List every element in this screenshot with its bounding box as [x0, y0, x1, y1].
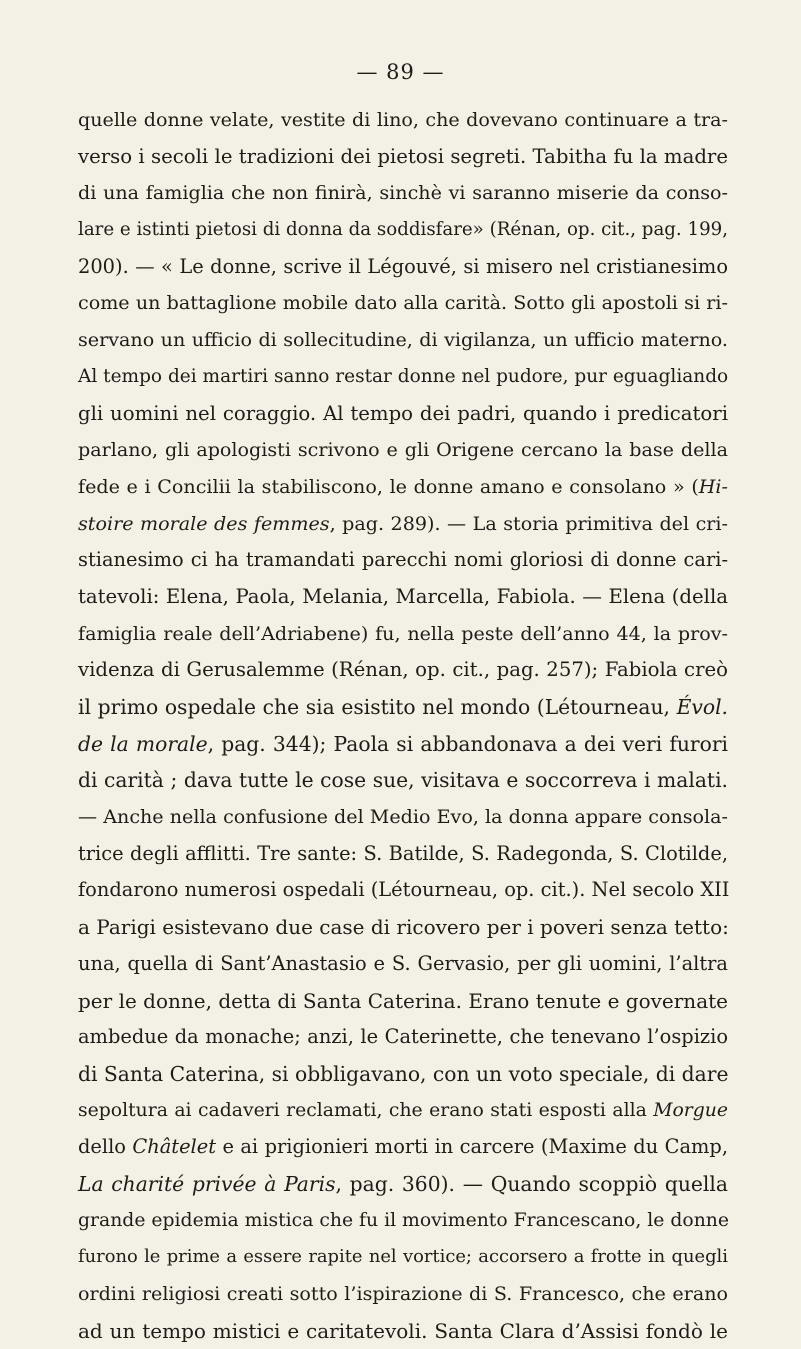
text-line	[78, 1276, 728, 1313]
text-line	[78, 689, 728, 726]
text-segment: fede e i Concilii la stabiliscono, le donne amano e consolano » (	[78, 474, 699, 498]
text-line	[78, 469, 728, 506]
text-line	[78, 322, 728, 359]
text-line	[78, 139, 728, 176]
text-segment: fondarono numerosi ospedali (Létourneau, op. cit.). Nel secolo XII	[78, 878, 730, 902]
text-line	[78, 432, 728, 469]
text-line	[78, 396, 728, 433]
text-line	[78, 616, 728, 653]
text-line	[78, 1313, 728, 1349]
text-line	[78, 983, 728, 1020]
italic-text: Morgue	[653, 1099, 728, 1121]
text-segment: quelle donne velate, vestite di lino, che dovevano continuare a tra-	[78, 108, 728, 131]
text-segment: Al tempo dei martiri sanno restar donne nel pudore, pur eguagliando	[78, 365, 729, 387]
text-segment: , pag. 360). — Quando scoppiò quella	[335, 1171, 728, 1196]
text-line	[78, 1129, 728, 1166]
text-segment: videnza di Gerusalemme (Rénan, op. cit., pag. 257); Fabiola creò	[78, 658, 728, 682]
text-segment: di carità ; dava tutte le cose sue, visitava e soccorreva i malati.	[78, 768, 728, 793]
text-line	[78, 285, 728, 322]
text-line	[78, 799, 728, 836]
text-line	[78, 175, 728, 212]
italic-text: Châtelet	[132, 1135, 217, 1159]
text-segment: 200). — « Le donne, scrive il Légouvé, si misero nel cristianesimo	[78, 254, 728, 278]
text-line	[78, 946, 728, 983]
text-segment: , pag. 289). — La storia primitiva del cri-	[329, 511, 728, 535]
text-line	[78, 652, 728, 689]
text-segment: verso i secoli le tradizioni dei pietosi segreti. Tabitha fu la madre	[78, 144, 728, 168]
italic-text: de la morale	[78, 731, 208, 756]
text-line	[78, 1056, 728, 1093]
text-segment: furono le prime a essere rapite nel vortice; accorsero a frotte in quegli	[78, 1246, 728, 1268]
text-line	[78, 1239, 728, 1276]
text-segment: stianesimo ci ha tramandati parecchi nomi gloriosi di donne cari-	[78, 548, 728, 572]
text-segment: lare e istinti pietosi di donna da soddisfare» (Rénan, op. cit., pag. 199,	[78, 219, 728, 241]
text-segment: sepoltura ai cadaveri reclamati, che erano stati esposti alla	[78, 1099, 654, 1121]
text-segment: come un battaglione mobile dato alla carità. Sotto gli apostoli si ri-	[78, 291, 728, 315]
text-segment: a Parigi esistevano due case di ricovero per i poveri senza tetto:	[78, 915, 729, 940]
text-segment: servano un ufficio di sollecitudine, di vigilanza, un ufficio materno.	[78, 328, 728, 352]
text-line	[78, 506, 728, 543]
text-segment: , pag. 344); Paola si abbandonava a dei veri furori	[207, 731, 728, 756]
text-segment: e ai prigionieri morti in carcere (Maxime du Camp,	[216, 1135, 728, 1159]
text-line	[78, 542, 728, 579]
italic-text: stoire morale des femmes	[78, 511, 330, 535]
text-line	[78, 212, 728, 249]
text-line	[78, 909, 728, 946]
text-segment: di una famiglia che non finirà, sinchè vi saranno miserie da conso-	[78, 181, 728, 205]
text-segment: ordini religiosi creati sotto l’ispirazione di S. Francesco, che erano	[78, 1282, 728, 1305]
text-segment: gli uomini nel coraggio. Al tempo dei padri, quando i predicatori	[78, 401, 728, 425]
body-text	[78, 102, 728, 1349]
text-line	[78, 579, 728, 616]
text-segment: trice degli afflitti. Tre sante: S. Batilde, S. Radegonda, S. Clotilde,	[78, 841, 728, 865]
text-line	[78, 1166, 728, 1203]
text-line	[78, 836, 728, 873]
italic-text: Évol.	[676, 695, 728, 719]
text-segment: ad un tempo mistici e caritatevoli. Santa Clara d’Assisi fondò le	[78, 1318, 728, 1343]
text-line	[78, 1019, 728, 1056]
text-segment: il primo ospedale che sia esistito nel mondo (Létourneau,	[78, 695, 677, 719]
text-segment: dello	[78, 1135, 133, 1159]
text-segment: ambedue da monache; anzi, le Caterinette, che tenevano l’ospizio	[78, 1025, 728, 1049]
text-segment: famiglia reale dell’Adriabene) fu, nella peste dell’anno 44, la prov-	[78, 621, 728, 645]
text-line	[78, 872, 728, 909]
text-line	[78, 249, 728, 286]
text-line	[78, 726, 728, 763]
text-segment: grande epidemia mistica che fu il movimento Francescano, le donne	[78, 1209, 729, 1231]
text-segment: tatevoli: Elena, Paola, Melania, Marcella, Fabiola. — Elena (della	[78, 584, 728, 608]
italic-text: Hi-	[698, 474, 728, 498]
text-segment: una, quella di Sant’Anastasio e S. Gervasio, per gli uomini, l’altra	[78, 951, 728, 975]
page-number: — 89 —	[356, 60, 445, 84]
text-line	[78, 1093, 728, 1130]
text-segment: di Santa Caterina, si obbligavano, con un voto speciale, di dare	[78, 1061, 729, 1086]
text-line	[78, 359, 728, 396]
text-line	[78, 1203, 728, 1240]
text-line	[78, 762, 728, 799]
text-segment: per le donne, detta di Santa Caterina. Erano tenute e governate	[78, 988, 728, 1013]
text-segment: parlano, gli apologisti scrivono e gli Origene cercano la base della	[78, 438, 728, 462]
italic-text: La charité privée à Paris	[78, 1171, 336, 1196]
text-line	[78, 102, 728, 139]
text-segment: — Anche nella confusione del Medio Evo, la donna appare consola-	[78, 805, 728, 829]
